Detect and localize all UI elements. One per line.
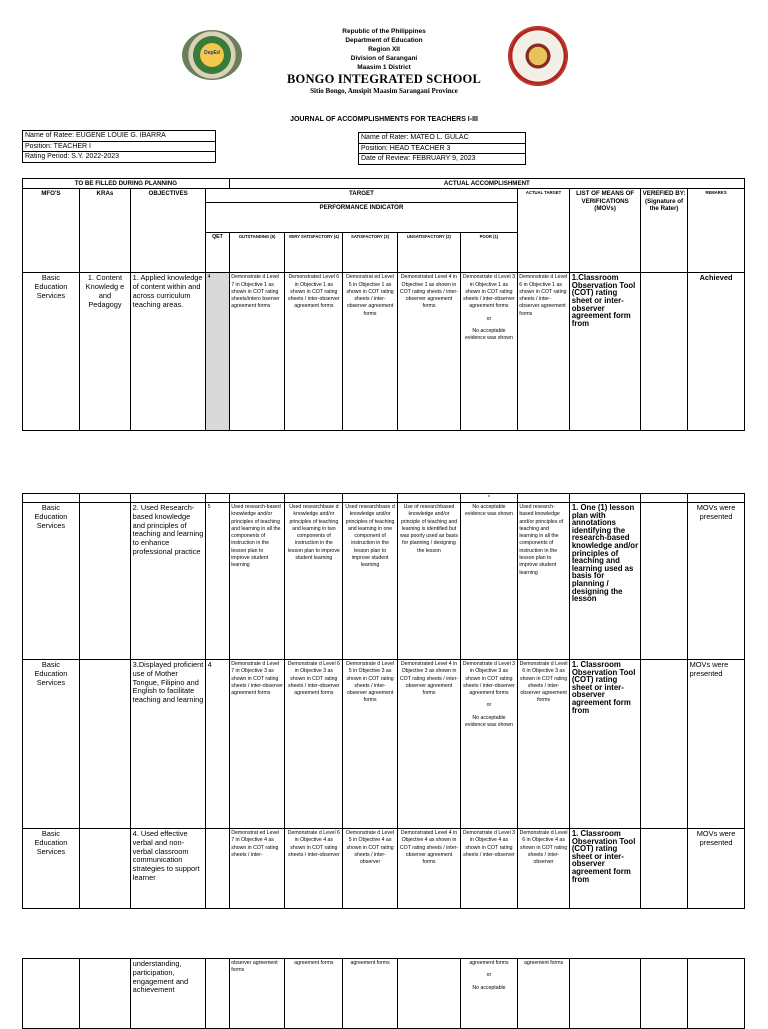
poor-text: Demonstrate d Level 3 in Objective 3 as shown in COT rating sheets / inter-observer agreement forms	[462, 661, 516, 697]
poor-cell: Demonstrate d Level 3 in Objective 4 as shown in COT rating sheets / inter-observer	[461, 829, 518, 909]
satisfactory-cell: agreement forms	[343, 959, 398, 1029]
continuation-mark: *	[461, 494, 518, 503]
table-row	[23, 959, 745, 1029]
satisfactory-header: SATISFACTORY (3)	[343, 233, 398, 273]
ratee-info	[22, 130, 216, 163]
outstanding-cell: Demonstrat ed Level 7 in Objective 4 as shown in COT rating sheets / inter-	[229, 829, 285, 909]
table-row	[23, 829, 745, 909]
very-satisfactory-header: VERY SATISFACTORY (4)	[285, 233, 343, 273]
mov-text: 1. Classroom Observation Tool (COT) rating sheet or inter-observer agreement form from	[571, 829, 636, 884]
qet-header: QET	[206, 233, 230, 273]
remarks-header: REMARKS	[688, 189, 745, 273]
satisfactory-cell: Demonstrate d Level 5 in Objective 4 as shown in COT rating sheets / inter-observer	[343, 829, 398, 909]
mfo-cell: Basic Education Services	[23, 829, 80, 909]
actual-header: ACTUAL ACCOMPLISHMENT	[229, 179, 744, 189]
objective-cell: 3.Displayed proficient use of Mother Tongue, Filipino and English to facilitate teaching and learning	[131, 660, 206, 829]
poor-or: or	[486, 315, 492, 322]
kras-header: KRAs	[79, 189, 130, 273]
qet-cell: 4	[206, 273, 230, 431]
remarks-cell: MOVs were presented	[688, 829, 745, 909]
table-row	[23, 273, 745, 431]
very-satisfactory-cell: Demonstrated Level 6 in Objective 1 as shown in COT rating sheets / inter-observer agreement forms	[285, 273, 343, 431]
actual-cell: Demonstrate d Level 6 in Objective 1 as shown in COT rating sheets / inter-observer agreement forms	[517, 273, 569, 431]
poor-or: or	[486, 972, 492, 979]
mov-cell	[570, 660, 641, 829]
qet-cell: 5	[206, 503, 230, 660]
ratee-name: Name of Ratee: EUGENE LOUIE G. IBARRA	[23, 131, 215, 142]
kra-cell: 1. Content Knowledg e and Pedagogy	[79, 273, 130, 431]
outstanding-header: OUTSTANDING (5)	[229, 233, 285, 273]
satisfactory-cell: Demonstrate d Level 5 in Objective 3 as shown in COT rating sheets / inter-observer agreement forms	[343, 660, 398, 829]
verified-cell	[641, 503, 688, 660]
mfos-header: MFO'S	[23, 189, 80, 273]
actual-target-header: ACTUAL TARGET	[517, 189, 569, 273]
mfo-cell: Basic Education Services	[23, 660, 80, 829]
school-address: Sitio Bongo, Amsipit Maasim Sarangani Province	[310, 87, 458, 95]
satisfactory-cell: Demonstrat ed Level 5 in Objective 1 as shown in COT rating sheets / inter-observer agreement forms	[343, 273, 398, 431]
very-satisfactory-cell: Demonstrate d Level 6 in Objective 3 as shown in COT rating sheets / inter-observer agreement forms	[285, 660, 343, 829]
mfo-cell: Basic Education Services	[23, 503, 80, 660]
outstanding-cell: observer agreement forms	[229, 959, 285, 1029]
actual-cell: Demonstrate d Level 6 in Objective 4 as shown in COT rating sheets / inter-observer	[517, 829, 569, 909]
poor-cell: No acceptable evidence was shown	[461, 503, 518, 660]
department-line: Department of Education	[345, 37, 423, 44]
poor-alt: No acceptable evidence was shown	[465, 714, 513, 729]
objective-cell: 4. Used effective verbal and non-verbal classroom communication strategies to support learner	[131, 829, 206, 909]
poor-cell	[461, 273, 518, 431]
actual-cell: agreement forms	[517, 959, 569, 1029]
accomplishment-table-page1	[22, 178, 745, 431]
poor-header: POOR (1)	[461, 233, 518, 273]
rater-position: Position: HEAD TEACHER 3	[359, 144, 525, 155]
qet-cell: 4	[206, 660, 230, 829]
mfo-cell	[23, 959, 80, 1029]
unsatisfactory-cell: Use of researchbased knowledge and/or principle of teaching and learning is identified but was poorly used as basis for planning / designing the lesson	[397, 503, 460, 660]
poor-alt: No acceptable evidence was shown	[464, 328, 513, 342]
outstanding-cell: Demonstrate d Level 7 in Objective 1 as shown in COT rating sheets/intero bserver agreement forms	[229, 273, 285, 431]
poor-text: Demonstrate d Level 3 in Objective 1 as shown in COT rating sheets / inter-observer agreement forms	[462, 274, 516, 310]
journal-title: JOURNAL OF ACCOMPLISHMENTS FOR TEACHERS I-III	[290, 116, 478, 123]
kra-cell	[79, 503, 130, 660]
very-satisfactory-cell: Used researchbase d knowledge and/or principles of teaching and learning in two components of instruction in the lesson plan to improve student learning	[285, 503, 343, 660]
very-satisfactory-cell: Demonstrate d Level 6 in Objective 4 as shown in COT rating sheets / inter-observer	[285, 829, 343, 909]
verified-cell	[641, 660, 688, 829]
outstanding-cell: Used research-based knowledge and/or principles of teaching and learning in all the components of instruction in the lesson plan to improve student learning	[229, 503, 285, 660]
accomplishment-table-page2	[22, 493, 745, 909]
mov-cell	[570, 503, 641, 660]
district-line: Maasim 1 District	[357, 64, 411, 71]
kra-cell	[79, 959, 130, 1029]
poor-cell	[461, 660, 518, 829]
poor-alt: No acceptable	[472, 984, 506, 991]
poor-text: agreement forms	[469, 960, 509, 966]
objectives-header: OBJECTIVES	[131, 189, 206, 273]
remarks-cell	[688, 959, 745, 1029]
mov-text: 1. Classroom Observation Tool (COT) rating sheet or inter-observer agreement form from	[571, 660, 636, 715]
ratee-position: Position: TEACHER I	[23, 142, 215, 153]
kra-cell	[79, 829, 130, 909]
verified-cell	[640, 273, 687, 431]
mov-text: 1.Classroom Observation Tool (COT) rating sheet or inter-observer agreement form from	[571, 273, 636, 328]
deped-seal-text: DepEd	[204, 50, 220, 56]
rater-name: Name of Rater: MATEO L. GULAC	[359, 133, 525, 144]
table-row	[23, 660, 745, 829]
remarks-cell: Achieved	[688, 273, 745, 431]
region-line: Region XII	[368, 46, 400, 53]
review-date: Date of Review: FEBRUARY 9, 2023	[361, 155, 476, 162]
mov-text: 1. One (1) lesson plan with annotations identifying the research-based knowledge and/or principles of teaching and learning used as basis for planning / designing the lesson	[571, 503, 639, 604]
unsatisfactory-cell: Demonstrated Level 4 in Objective 1 as shown in COT rating sheets / inter-observer agreement forms	[397, 273, 460, 431]
mov-cell	[570, 959, 641, 1029]
rater-info	[358, 132, 526, 165]
mfo-cell: Basic Education Services	[23, 273, 80, 431]
objective-cell: 2. Used Research-based knowledge and principles of teaching and learning to enhance professional practice	[131, 503, 206, 660]
republic-line: Republic of the Philippines	[342, 28, 426, 35]
unsatisfactory-header: UNSATISFACTORY (2)	[397, 233, 460, 273]
accomplishment-table-page3	[22, 958, 745, 1029]
actual-cell: Demonstrate d Level 6 in Objective 3 as shown in COT rating sheets / inter-observer agreement forms	[517, 660, 569, 829]
school-name: BONGO INTEGRATED SCHOOL	[287, 72, 481, 86]
verified-cell	[641, 829, 688, 909]
division-line: Division of Sarangani	[350, 55, 418, 62]
poor-or: or	[486, 702, 492, 709]
satisfactory-cell: Used researchbase d knowledge and/or principles of teaching and learning in one component of instruction in the lesson plan to improve student learning	[343, 503, 398, 660]
performance-indicator-header: PERFORMANCE INDICATOR	[206, 203, 518, 233]
poor-cell	[461, 959, 518, 1029]
very-satisfactory-cell: agreement forms	[285, 959, 343, 1029]
actual-cell: Used research-based knowledge and/or principles of teaching and learning in all the components of instruction in the lesson plan to improve student learning	[517, 503, 569, 660]
unsatisfactory-cell: Demonstrated Level 4 in Objective 3 as shown in COT rating sheets / inter-observer agreement forms	[397, 660, 460, 829]
mov-cell	[570, 829, 641, 909]
remarks-cell: MOVs were presented	[688, 660, 745, 829]
unsatisfactory-cell: Demonstrated Level 4 in Objective 4 as shown in COT rating sheets / inter-observer agreement forms	[397, 829, 460, 909]
kra-cell	[79, 660, 130, 829]
unsatisfactory-cell	[397, 959, 460, 1029]
objective-cell: 1. Applied knowledge of content within and across curriculum teaching areas.	[131, 273, 206, 431]
qet-cell	[206, 829, 230, 909]
rating-period: Rating Period: S.Y. 2022-2023	[25, 153, 120, 160]
means-header: LIST OF MEANS OF VERIFICATIONS (MOVs)	[570, 189, 641, 273]
table-row	[23, 503, 745, 660]
mov-cell	[570, 273, 641, 431]
objective-cell: understanding, participation, engagement and achievement	[131, 959, 206, 1029]
target-header: TARGET	[206, 189, 518, 203]
verified-cell	[641, 959, 688, 1029]
qet-cell	[206, 959, 230, 1029]
verified-header: VEREFIED BY: (Signature of the Rater)	[640, 189, 687, 273]
planning-header: TO BE FILLED DURING PLANNING	[23, 179, 230, 189]
remarks-cell: MOVs were presented	[688, 503, 745, 660]
outstanding-cell: Demonstrate d Level 7 in Objective 3 as shown in COT rating sheets / inter-observer agreement forms	[229, 660, 285, 829]
